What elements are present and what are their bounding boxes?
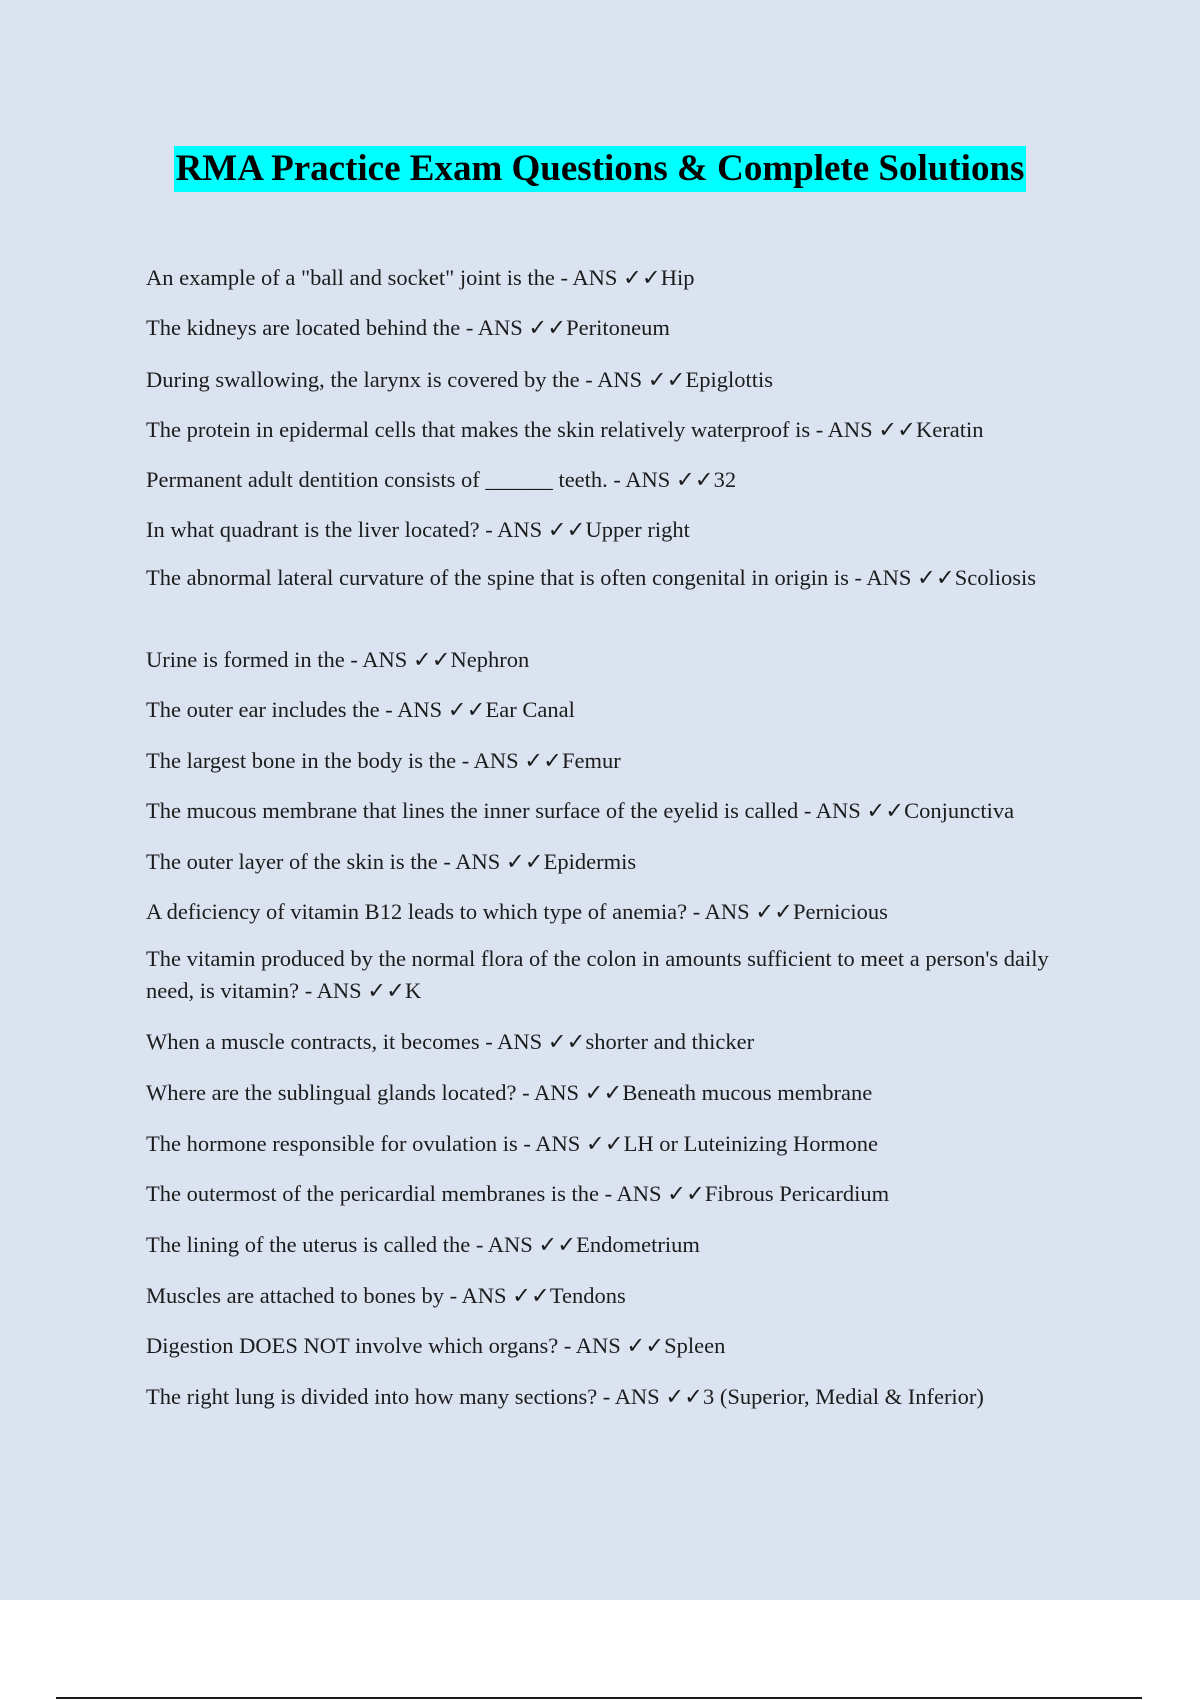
qa-item bbox=[146, 514, 1096, 546]
qa-item bbox=[146, 262, 1096, 294]
qa-item bbox=[146, 1229, 1096, 1261]
qa-item bbox=[146, 364, 1096, 396]
answer-text: 32 bbox=[713, 467, 737, 492]
answer-text: Spleen bbox=[664, 1333, 726, 1358]
qa-item bbox=[146, 312, 1096, 344]
question-text: The largest bone in the body is the - ANS ✓✓ bbox=[146, 748, 562, 773]
answer-text: K bbox=[404, 978, 422, 1003]
answer-text: Keratin bbox=[916, 417, 984, 442]
qa-item bbox=[146, 896, 1096, 928]
answer-text: 3 (Superior, Medial & Inferior) bbox=[703, 1384, 984, 1409]
answer-text: shorter and thicker bbox=[585, 1029, 755, 1054]
question-text: Digestion DOES NOT involve which organs? - ANS ✓✓ bbox=[146, 1333, 665, 1358]
question-text: Permanent adult dentition consists of ______ teeth. - ANS ✓✓ bbox=[146, 467, 714, 492]
question-text: The protein in epidermal cells that makes the skin relatively waterproof is - ANS ✓✓ bbox=[146, 417, 916, 442]
qa-item bbox=[146, 1077, 1096, 1109]
answer-text: Beneath mucous membrane bbox=[622, 1080, 873, 1105]
answer-text: LH or Luteinizing Hormone bbox=[623, 1131, 878, 1156]
qa-item bbox=[146, 846, 1096, 878]
question-text: When a muscle contracts, it becomes - ANS ✓✓ bbox=[146, 1029, 586, 1054]
qa-item bbox=[146, 795, 1096, 827]
answer-text: Peritoneum bbox=[566, 315, 670, 340]
qa-item bbox=[146, 464, 1096, 496]
answer-text: Pernicious bbox=[792, 899, 888, 924]
answer-text: Hip bbox=[660, 265, 695, 290]
answer-text: Ear Canal bbox=[485, 697, 575, 722]
question-text: The kidneys are located behind the - ANS ✓✓ bbox=[146, 315, 567, 340]
question-text: The outer layer of the skin is the - ANS ✓✓ bbox=[146, 849, 544, 874]
answer-text: Endometrium bbox=[576, 1232, 700, 1257]
qa-item bbox=[146, 1330, 1096, 1362]
answer-text: Epiglottis bbox=[685, 367, 774, 392]
question-text: The lining of the uterus is called the - ANS ✓✓ bbox=[146, 1232, 577, 1257]
footer-divider bbox=[56, 1697, 1142, 1699]
answer-text: Femur bbox=[562, 748, 621, 773]
qa-item bbox=[146, 562, 1096, 594]
question-text: The abnormal lateral curvature of the spine that is often congenital in origin is - ANS ✓✓ bbox=[146, 565, 955, 590]
question-text: The outer ear includes the - ANS ✓✓ bbox=[146, 697, 486, 722]
question-text: The mucous membrane that lines the inner surface of the eyelid is called - ANS ✓✓ bbox=[146, 798, 905, 823]
answer-text: Upper right bbox=[585, 517, 690, 542]
answer-text: Tendons bbox=[549, 1283, 626, 1308]
qa-item bbox=[146, 1178, 1096, 1210]
qa-item bbox=[146, 694, 1096, 726]
question-text: Urine is formed in the - ANS ✓✓ bbox=[146, 647, 451, 672]
question-text: Muscles are attached to bones by - ANS ✓✓ bbox=[146, 1283, 550, 1308]
qa-item bbox=[146, 943, 1096, 1007]
qa-item bbox=[146, 1128, 1096, 1160]
qa-item bbox=[146, 414, 1096, 446]
answer-text: Nephron bbox=[450, 647, 530, 672]
answer-text: Fibrous Pericardium bbox=[704, 1181, 890, 1206]
question-text: A deficiency of vitamin B12 leads to which type of anemia? - ANS ✓✓ bbox=[146, 899, 793, 924]
question-text: The right lung is divided into how many sections? - ANS ✓✓ bbox=[146, 1384, 704, 1409]
answer-text: Conjunctiva bbox=[904, 798, 1015, 823]
question-text: During swallowing, the larynx is covered by the - ANS ✓✓ bbox=[146, 367, 686, 392]
qa-item bbox=[146, 1381, 1096, 1413]
qa-item bbox=[146, 745, 1096, 777]
question-text: An example of a "ball and socket" joint is the - ANS ✓✓ bbox=[146, 265, 661, 290]
qa-item bbox=[146, 644, 1096, 676]
qa-item bbox=[146, 1280, 1096, 1312]
question-text: The outermost of the pericardial membranes is the - ANS ✓✓ bbox=[146, 1181, 705, 1206]
answer-text: Epidermis bbox=[543, 849, 637, 874]
qa-item bbox=[146, 1026, 1096, 1058]
question-text: Where are the sublingual glands located? - ANS ✓✓ bbox=[146, 1080, 623, 1105]
title-container bbox=[0, 146, 1200, 192]
question-text: The vitamin produced by the normal flora of the colon in amounts sufficient to meet a person's daily need, is vitamin? - ANS ✓✓ bbox=[146, 946, 1049, 1003]
question-text: The hormone responsible for ovulation is - ANS ✓✓ bbox=[146, 1131, 624, 1156]
page-title: RMA Practice Exam Questions & Complete Solutions bbox=[174, 146, 1027, 192]
question-text: In what quadrant is the liver located? - ANS ✓✓ bbox=[146, 517, 586, 542]
answer-text: Scoliosis bbox=[954, 565, 1037, 590]
